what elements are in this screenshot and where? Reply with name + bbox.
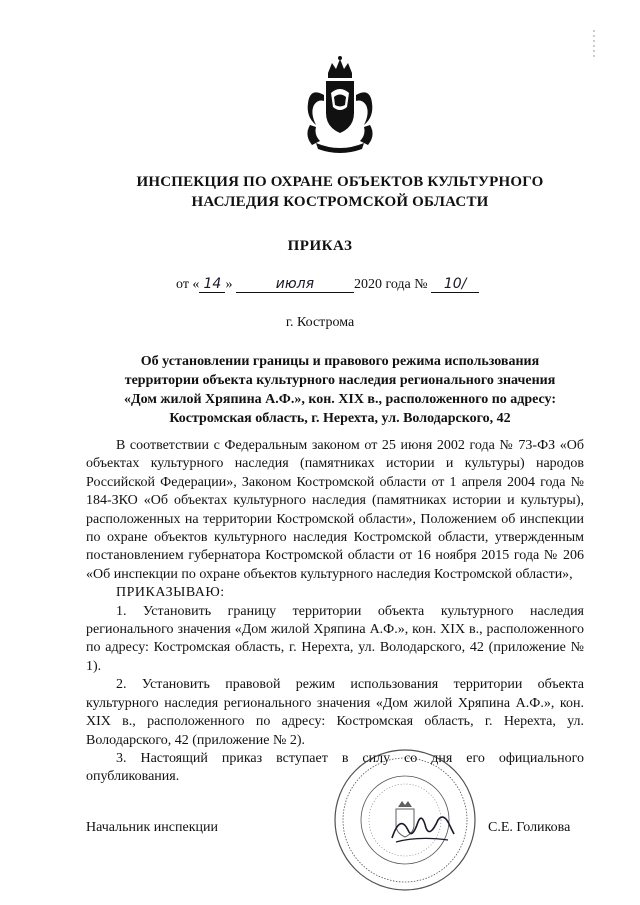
org-line-1: ИНСПЕКЦИЯ ПО ОХРАНЕ ОБЪЕКТОВ КУЛЬТУРНОГО xyxy=(136,174,544,190)
order-number: 10/ xyxy=(431,276,479,293)
order-subject xyxy=(100,352,580,428)
preamble-paragraph: В соответствии с Федеральным законом от 25 июня 2002 года № 73-ФЗ «Об объектах культурного наследия (памятниках истории и культуры) народов Российской Федерации», Законом Костромской области от 1 апреля 2004 года № 184-ЗКО «Об объектах культурного наследия (памятниках истории и культуры), расположенных на территории Костромской области», Положением об инспекции по охране объектов культурного наследия Костромской области, утвержденным постановлением губернатора Костромской области от 16 ноября 2015 года № 206 «Об инспекции по охране объектов культурного наследия Костромской области», xyxy=(86,438,584,582)
scan-marks xyxy=(593,30,595,60)
subject-line-1: Об установлении границы и правового режима использования xyxy=(140,354,540,369)
order-date-number-line xyxy=(176,276,479,293)
order-word: ПРИКАЗЫВАЮ: xyxy=(116,585,225,601)
organization-name xyxy=(60,172,620,212)
item-1: 1. Установить границу территории объекта культурного наследия регионального значения «Дом жилой Хряпина А.Ф.», кон. XIX в., расположенного по адресу: Костромская область, г. Нерехта, ул. Володарского, 42 (приложение № 1). xyxy=(86,603,584,674)
org-line-2: НАСЛЕДИЯ КОСТРОМСКОЙ ОБЛАСТИ xyxy=(191,194,489,210)
subject-line-2: территории объекта культурного наследия регионального значения xyxy=(124,373,556,388)
date-quote-close: » xyxy=(225,277,233,292)
signer-name: С.Е. Голикова xyxy=(488,820,571,835)
order-city: г. Кострома xyxy=(285,315,355,330)
date-prefix: от « xyxy=(176,277,200,292)
order-body xyxy=(86,437,584,787)
handwritten-signature xyxy=(388,808,458,848)
subject-line-4: Костромская область, г. Нерехта, ул. Володарского, 42 xyxy=(169,411,511,426)
order-month: июля xyxy=(236,276,354,293)
order-year: 2020 года № xyxy=(353,277,428,292)
order-title: ПРИКАЗ xyxy=(287,238,353,254)
signer-title: Начальник инспекции xyxy=(86,820,218,835)
item-2: 2. Установить правовой режим использования территории объекта культурного наследия регионального значения «Дом жилой Хряпина А.Ф.», кон. XIX в., расположенного по адресу: Костромская область, г. Нерехта, ул. Володарского, 42 (приложение № 2). xyxy=(86,677,584,748)
order-day: 14 xyxy=(199,276,225,293)
coat-of-arms-emblem xyxy=(300,55,380,155)
subject-line-3: «Дом жилой Хряпина А.Ф.», кон. XIX в., расположенного по адресу: xyxy=(123,392,557,407)
item-3: 3. Настоящий приказ вступает в силу со дня его официального опубликования. xyxy=(86,750,584,785)
